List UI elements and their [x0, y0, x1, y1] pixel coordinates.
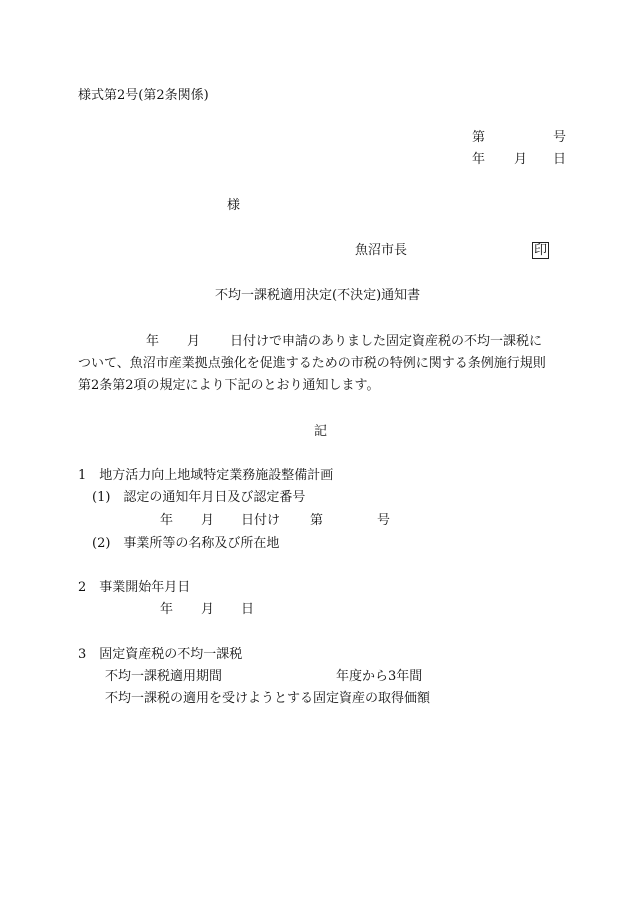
seal-label: 印 [534, 243, 548, 258]
body-month: 月 [187, 334, 201, 349]
doc-date-day: 日 [553, 152, 567, 167]
doc-date-year: 年 [472, 152, 486, 167]
item1-month: 月 [201, 513, 215, 528]
item1-go: 号 [377, 513, 391, 528]
addressee-suffix: 様 [227, 198, 241, 213]
section1-item2: (2) 事業所等の名称及び所在地 [92, 536, 280, 551]
section1-item1: (1) 認定の通知年月日及び認定番号 [92, 490, 306, 505]
body-line3: 第2条第2項の規定により下記のとおり通知します。 [78, 378, 380, 393]
period-label: 不均一課税適用期間 [105, 669, 223, 684]
section2-year: 年 [160, 602, 174, 617]
doc-date-month: 月 [514, 152, 528, 167]
body-line1-rest: 日付けで申請のありました固定資産税の不均一課税に [230, 334, 543, 349]
section2-day: 日 [241, 602, 255, 617]
doc-number-go: 号 [553, 130, 567, 145]
section2-heading: 2 事業開始年月日 [78, 580, 191, 595]
item1-dai: 第 [310, 513, 324, 528]
body-line2: ついて、魚沼市産業拠点強化を促進するための市税の特例に関する条例施行規則 [78, 356, 546, 371]
section3-heading: 3 固定資産税の不均一課税 [78, 647, 243, 662]
item1-date-suffix: 日付け [241, 513, 281, 528]
document-title: 不均一課税適用決定(不決定)通知書 [215, 288, 421, 303]
section2-month: 月 [201, 602, 215, 617]
period-value: 年度から3年間 [336, 669, 423, 684]
section1-heading: 1 地方活力向上地域特定業務施設整備計画 [78, 468, 334, 483]
doc-number-dai: 第 [472, 130, 486, 145]
acquisition-label: 不均一課税の適用を受けようとする固定資産の取得価額 [105, 691, 431, 706]
body-year: 年 [146, 334, 160, 349]
ki-marker: 記 [314, 424, 328, 439]
seal-mark [532, 242, 549, 259]
issuer-name: 魚沼市長 [355, 243, 408, 258]
form-label: 様式第2号(第2条関係) [78, 88, 209, 103]
item1-year: 年 [160, 513, 174, 528]
